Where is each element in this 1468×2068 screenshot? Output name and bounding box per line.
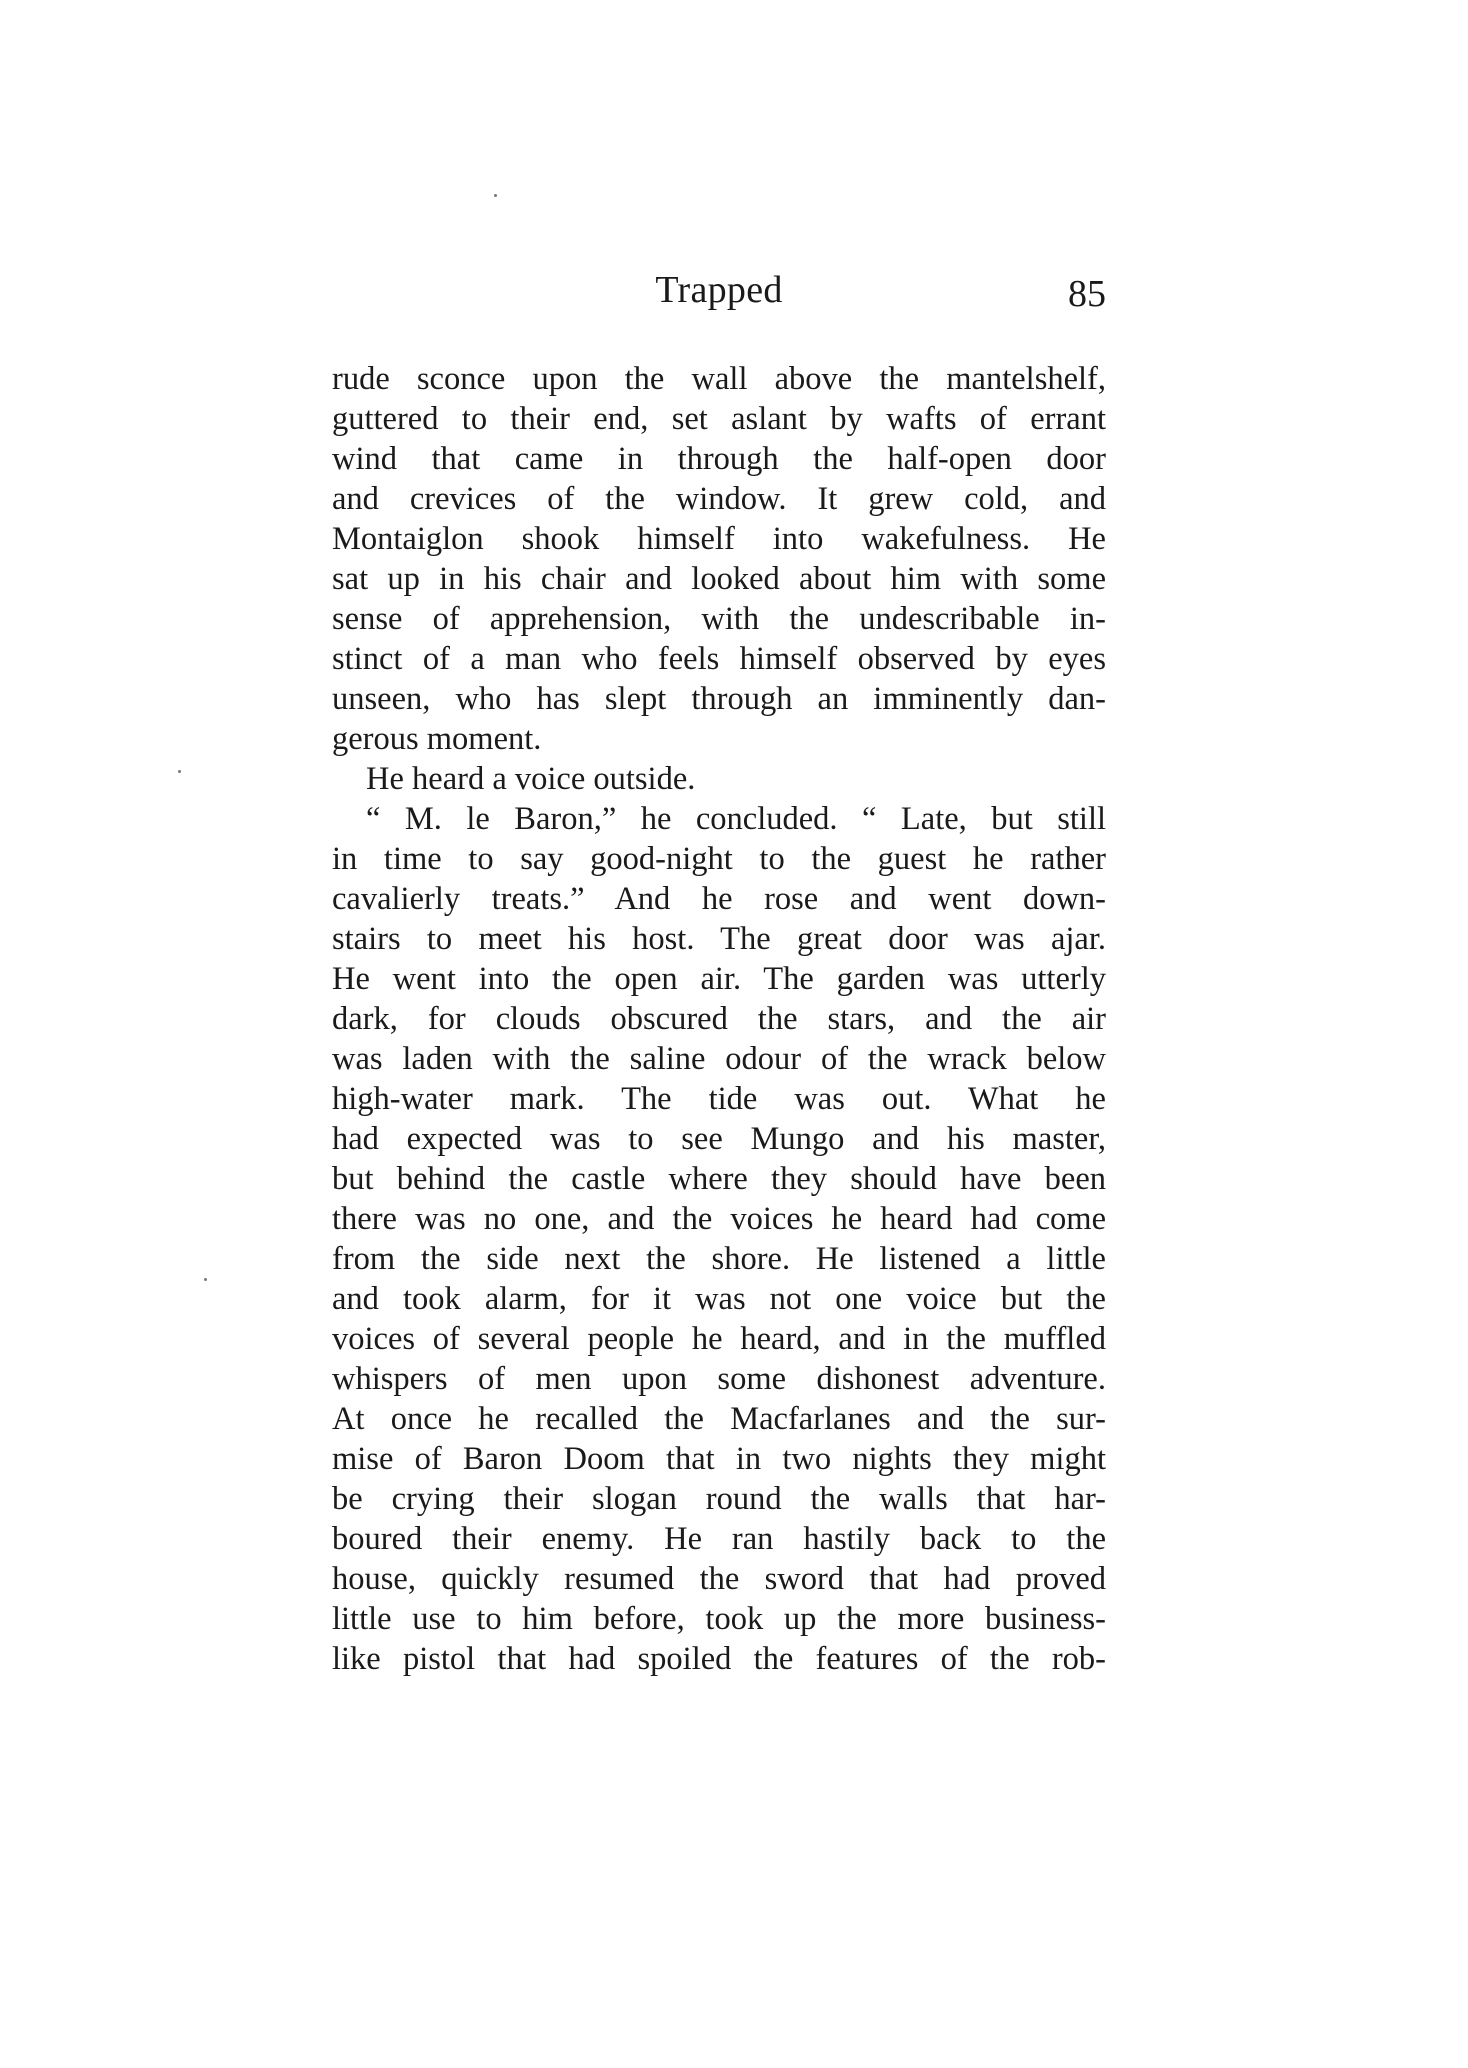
text-line: be crying their slogan round the walls that har- [332, 1481, 1106, 1517]
text-line: sense of apprehension, with the undescribable in- [332, 601, 1106, 637]
text-line: like pistol that had spoiled the features of the rob- [332, 1641, 1106, 1677]
text-line: sat up in his chair and looked about him with some [332, 561, 1106, 597]
text-line: gerous moment. [332, 721, 542, 757]
text-line: rude sconce upon the wall above the mantelshelf, [332, 361, 1106, 397]
text-line: stairs to meet his host. The great door was ajar. [332, 921, 1106, 957]
text-line: stinct of a man who feels himself observed by eyes [332, 641, 1106, 677]
text-line: boured their enemy. He ran hastily back to the [332, 1521, 1106, 1557]
text-line: wind that came in through the half-open door [332, 441, 1106, 477]
text-line: He went into the open air. The garden was utterly [332, 961, 1106, 997]
text-line: Montaiglon shook himself into wakefulness. He [332, 521, 1106, 557]
text-line: was laden with the saline odour of the wrack below [332, 1041, 1106, 1077]
text-line: unseen, who has slept through an imminently dan- [332, 681, 1106, 717]
text-line: there was no one, and the voices he heard had come [332, 1201, 1106, 1237]
text-line: house, quickly resumed the sword that had proved [332, 1561, 1106, 1597]
text-line: whispers of men upon some dishonest adventure. [332, 1361, 1106, 1397]
text-line: At once he recalled the Macfarlanes and the sur- [332, 1401, 1106, 1437]
running-head [332, 268, 1106, 318]
text-line: little use to him before, took up the more business- [332, 1601, 1106, 1637]
text-line: in time to say good-night to the guest he rather [332, 841, 1106, 877]
text-line: and took alarm, for it was not one voice but the [332, 1281, 1106, 1317]
text-line: had expected was to see Mungo and his master, [332, 1121, 1106, 1157]
text-line: from the side next the shore. He listened a little [332, 1241, 1106, 1277]
text-line: guttered to their end, set aslant by wafts of errant [332, 401, 1106, 437]
text-line: mise of Baron Doom that in two nights they might [332, 1441, 1106, 1477]
page-number: 85 [1068, 273, 1106, 315]
body-text [332, 359, 1106, 1679]
text-line: “ M. le Baron,” he concluded. “ Late, but still [366, 801, 1106, 837]
text-line: He heard a voice outside. [366, 761, 696, 797]
scan-speck [204, 1278, 207, 1281]
text-line: high-water mark. The tide was out. What he [332, 1081, 1106, 1117]
text-line: and crevices of the window. It grew cold, and [332, 481, 1106, 517]
scan-speck [494, 194, 497, 197]
scan-speck [178, 770, 181, 773]
chapter-title: Trapped [655, 269, 783, 311]
text-line: but behind the castle where they should have been [332, 1161, 1106, 1197]
text-line: cavalierly treats.” And he rose and went down- [332, 881, 1106, 917]
text-line: voices of several people he heard, and in the muffled [332, 1321, 1106, 1357]
text-line: dark, for clouds obscured the stars, and the air [332, 1001, 1106, 1037]
